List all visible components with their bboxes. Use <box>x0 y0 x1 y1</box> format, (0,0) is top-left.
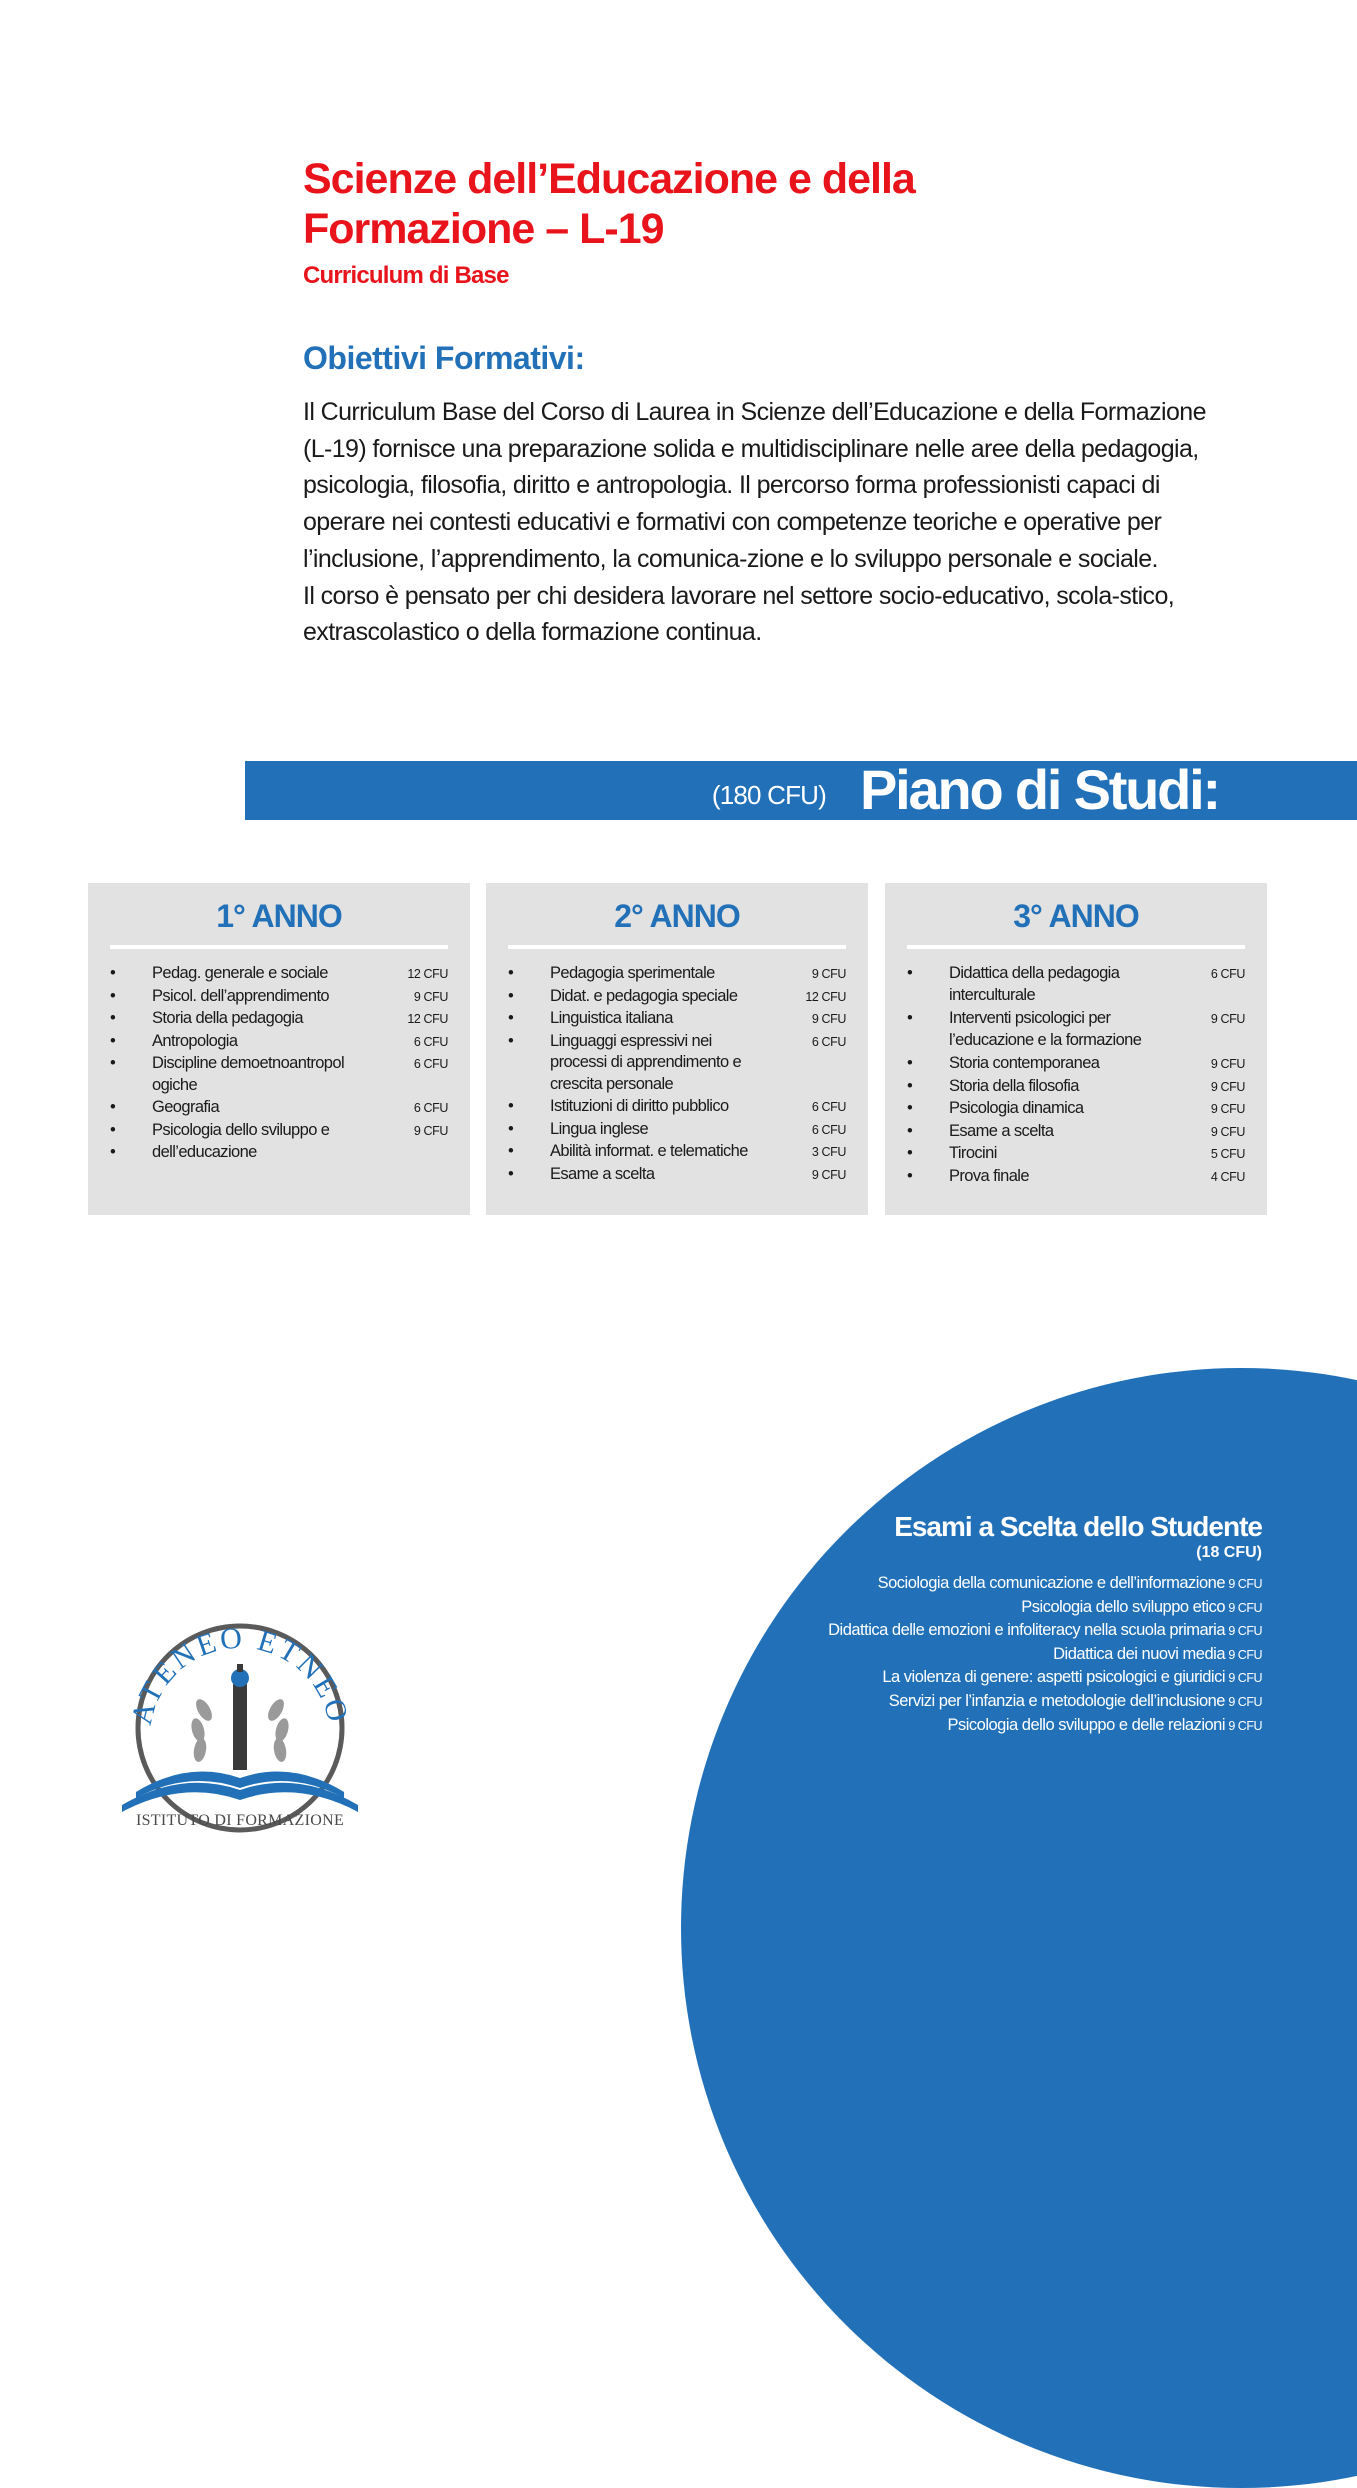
course-item <box>885 1143 1267 1165</box>
course-cfu: 3 CFU <box>811 1145 846 1159</box>
bullet-icon: • <box>907 964 913 982</box>
course-cfu: 9 CFU <box>811 967 846 981</box>
course-item <box>486 1008 868 1030</box>
year-1-box <box>88 883 470 1215</box>
bullet-icon: • <box>907 1144 913 1162</box>
course-name: Psicologia dello sviluppo e <box>152 1120 330 1139</box>
course-cfu: 9 CFU <box>413 989 448 1004</box>
course-item <box>88 1142 470 1164</box>
year-2-title: 2° ANNO <box>614 898 740 934</box>
electives-title: Esami a Scelta dello Studente <box>894 1511 1262 1542</box>
course-cfu: 9 CFU <box>811 1012 846 1026</box>
course-name: Prova finale <box>949 1166 1029 1185</box>
bullet-icon: • <box>110 1031 116 1050</box>
bullet-icon: • <box>110 1143 116 1161</box>
course-cfu: 6 CFU <box>811 1122 846 1137</box>
course-item <box>486 1031 868 1096</box>
course-cfu: 5 CFU <box>1210 1147 1245 1161</box>
elective-item <box>622 1643 1262 1667</box>
elective-name: La violenza di genere: aspetti psicologici e giuridici <box>882 1668 1225 1687</box>
course-cfu: 6 CFU <box>413 1034 448 1049</box>
objectives-text <box>303 394 1213 651</box>
course-name: Discipline demoetnoantropologiche <box>152 1054 345 1094</box>
logo-ring-textpath: ATENEO ETNEO <box>124 1621 356 1728</box>
course-item <box>88 1053 470 1096</box>
elective-cfu: 9 CFU <box>1228 1671 1262 1686</box>
electives-cfu: (18 CFU) <box>1196 1544 1262 1561</box>
torch-icon <box>231 1664 249 1770</box>
page-subtitle: Curriculum di Base <box>303 262 509 289</box>
course-name: Tirocini <box>949 1144 997 1162</box>
year-2-box <box>486 883 868 1215</box>
course-name: Didattica della pedagogia interculturale <box>949 964 1120 1004</box>
title-line-1: Scienze dell’Educazione e della <box>303 155 915 203</box>
elective-item <box>622 1666 1262 1690</box>
elective-name: Didattica dei nuovi media <box>1053 1644 1225 1663</box>
logo-caption: ISTITUTO DI FORMAZIONE <box>135 1812 345 1829</box>
electives-panel <box>622 1510 1262 1737</box>
course-name: Pedag. generale e sociale <box>152 964 328 982</box>
course-item <box>486 1141 868 1163</box>
bullet-icon: • <box>110 964 116 982</box>
bullet-icon: • <box>907 1099 913 1117</box>
year-1-course-list <box>88 963 470 1164</box>
course-cfu: 4 CFU <box>1210 1169 1245 1184</box>
bullet-icon: • <box>508 1097 514 1115</box>
bullet-icon: • <box>907 1166 913 1185</box>
course-name: Istituzioni di diritto pubblico <box>550 1097 729 1115</box>
course-cfu: 9 CFU <box>1210 1102 1245 1116</box>
bullet-icon: • <box>508 1142 514 1160</box>
course-cfu: 9 CFU <box>1210 1012 1245 1026</box>
year-1-title: 1° ANNO <box>216 898 342 934</box>
elective-cfu: 9 CFU <box>1228 1718 1262 1733</box>
elective-name: Servizi per l’infanzia e metodologie dell’inclusione <box>888 1691 1225 1710</box>
course-item <box>885 1076 1267 1098</box>
course-name: Storia contemporanea <box>949 1054 1100 1072</box>
course-item <box>88 1120 470 1142</box>
course-cfu: 6 CFU <box>811 1100 846 1114</box>
elective-cfu: 9 CFU <box>1228 1694 1262 1709</box>
elective-cfu: 9 CFU <box>1228 1647 1262 1662</box>
elective-name: Didattica delle emozioni e infoliteracy nella scuola primaria <box>828 1621 1225 1640</box>
bullet-icon: • <box>508 1031 514 1050</box>
ateneo-etneo-logo <box>122 1620 358 1835</box>
course-name: Lingua inglese <box>550 1119 649 1138</box>
course-item <box>486 1164 868 1186</box>
banner-cfu: (180 CFU) <box>711 780 826 810</box>
course-name: Antropologia <box>152 1031 238 1050</box>
elective-name: Psicologia dello sviluppo e delle relazioni <box>947 1715 1225 1734</box>
course-cfu: 6 CFU <box>413 1057 448 1071</box>
course-item <box>88 1097 470 1119</box>
bullet-icon: • <box>508 1009 514 1027</box>
elective-item <box>622 1596 1262 1620</box>
bullet-icon: • <box>907 1076 913 1095</box>
bullet-icon: • <box>110 986 116 1005</box>
course-name: Linguistica italiana <box>550 1009 673 1027</box>
course-item <box>88 1008 470 1030</box>
course-cfu: 12 CFU <box>805 989 846 1004</box>
bullet-icon: • <box>110 1009 116 1027</box>
course-item <box>88 1031 470 1053</box>
course-item <box>885 1008 1267 1051</box>
course-name: Esame a scelta <box>550 1164 655 1183</box>
objectives-heading: Obiettivi Formativi: <box>303 340 585 376</box>
year-3-box <box>885 883 1267 1215</box>
course-item <box>885 963 1267 1006</box>
year-3-title: 3° ANNO <box>1013 898 1139 934</box>
course-item <box>88 986 470 1008</box>
bullet-icon: • <box>907 1009 913 1027</box>
elective-name: Psicologia dello sviluppo etico <box>1021 1597 1225 1616</box>
course-item <box>486 1119 868 1141</box>
course-item <box>88 963 470 985</box>
elective-cfu: 9 CFU <box>1228 1624 1262 1639</box>
course-name: Geografia <box>152 1098 220 1116</box>
course-name: Psicologia dinamica <box>949 1099 1084 1117</box>
bullet-icon: • <box>110 1098 116 1116</box>
course-cfu: 9 CFU <box>1210 1124 1245 1139</box>
course-cfu: 12 CFU <box>407 1012 448 1026</box>
course-cfu: 9 CFU <box>1210 1057 1245 1071</box>
course-name: Pedagogia sperimentale <box>550 964 715 982</box>
course-item <box>486 986 868 1008</box>
course-name: Abilità informat. e telematiche <box>550 1142 748 1160</box>
elective-item <box>622 1690 1262 1714</box>
course-name: Esame a scelta <box>949 1121 1054 1140</box>
course-item <box>885 1121 1267 1143</box>
elective-name: Sociologia della comunicazione e dell’informazione <box>877 1574 1225 1592</box>
bullet-icon: • <box>110 1054 116 1072</box>
course-item <box>885 1098 1267 1120</box>
course-name: Didat. e pedagogia speciale <box>550 986 738 1005</box>
bullet-icon: • <box>508 1164 514 1183</box>
course-cfu: 9 CFU <box>1210 1079 1245 1094</box>
elective-cfu: 9 CFU <box>1228 1577 1262 1591</box>
banner-title: Piano di Studi: <box>860 758 1219 821</box>
bullet-icon: • <box>907 1121 913 1140</box>
course-item <box>486 1096 868 1118</box>
bullet-icon: • <box>110 1120 116 1139</box>
year-3-course-list <box>885 963 1267 1187</box>
bullet-icon: • <box>508 964 514 982</box>
course-name: dell’educazione <box>152 1143 257 1161</box>
course-name: Storia della pedagogia <box>152 1009 304 1027</box>
study-plan-banner <box>245 758 1357 821</box>
bullet-icon: • <box>907 1054 913 1072</box>
elective-item <box>622 1572 1262 1596</box>
year-2-divider <box>508 945 846 949</box>
course-name: Storia della filosofia <box>949 1076 1079 1095</box>
course-cfu: 6 CFU <box>1210 967 1245 981</box>
page-title <box>303 154 1203 254</box>
course-item <box>885 1053 1267 1075</box>
year-1-divider <box>110 945 448 949</box>
course-cfu: 6 CFU <box>811 1034 846 1049</box>
course-cfu: 9 CFU <box>811 1167 846 1182</box>
course-item <box>885 1166 1267 1188</box>
year-3-divider <box>907 945 1245 949</box>
title-line-2: Formazione – L-19 <box>303 205 664 253</box>
course-name: Psicol. dell’apprendimento <box>152 986 330 1005</box>
course-item <box>486 963 868 985</box>
bullet-icon: • <box>508 986 514 1005</box>
elective-item <box>622 1714 1262 1738</box>
course-cfu: 9 CFU <box>413 1123 448 1138</box>
elective-item <box>622 1619 1262 1643</box>
course-cfu: 6 CFU <box>413 1101 448 1115</box>
course-cfu: 12 CFU <box>407 967 448 981</box>
elective-cfu: 9 CFU <box>1228 1600 1262 1615</box>
course-name: Linguaggi espressivi nei processi di apprendimento e crescita personale <box>550 1031 742 1093</box>
open-book-icon <box>122 1772 358 1812</box>
bullet-icon: • <box>508 1119 514 1138</box>
year-2-course-list <box>486 963 868 1185</box>
objectives-paragraph-1: Il Curriculum Base del Corso di Laurea in Scienze dell’Educazione e della Formazione (L-19) fornisce una preparazione solida e multidisciplinare nelle aree della pedagogia, psicologia, filosofia, diritto e antropologia. Il percorso forma professionisti capaci di operare nei contesti educativi e formativi con competenze teoriche e operative per l’inclusione, l’apprendimento, la comunica-zione e lo sviluppo personale e sociale. <box>303 398 1206 573</box>
objectives-paragraph-2: Il corso è pensato per chi desidera lavorare nel settore socio-educativo, scola-stico, extrascolastico o della formazione continua. <box>303 581 1175 647</box>
course-name: Interventi psicologici per l’educazione e la formazione <box>949 1009 1142 1049</box>
